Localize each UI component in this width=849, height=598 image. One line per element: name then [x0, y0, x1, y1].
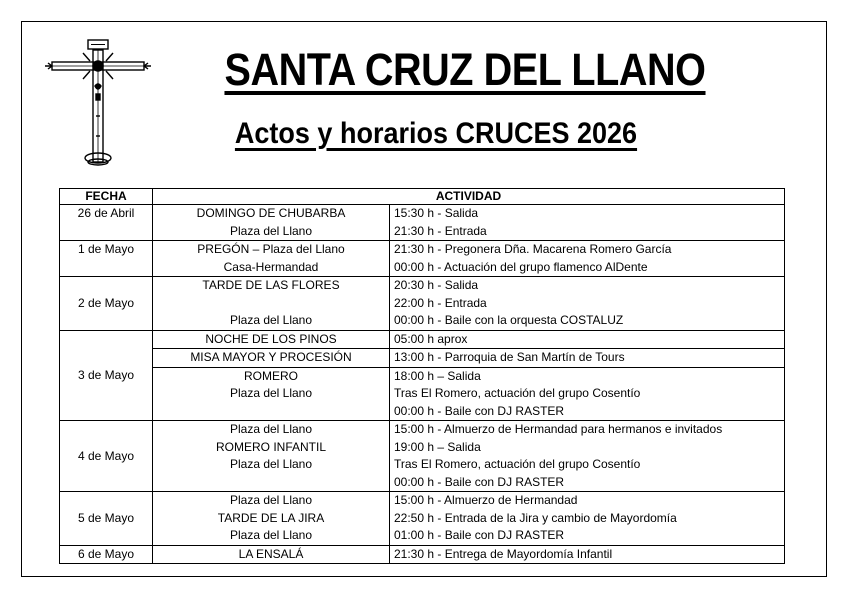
table-row: [60, 421, 785, 492]
horario-line: 00:00 h - Baile con la orquesta COSTALUZ: [394, 313, 624, 327]
fecha-cell: 6 de Mayo: [60, 545, 153, 564]
horario-cell: [390, 349, 785, 368]
acto-line: TARDE DE LA JIRA: [217, 510, 325, 525]
horario-line: 19:00 h – Salida: [394, 439, 481, 454]
acto-line: NOCHE DE LOS PINOS: [205, 331, 337, 346]
page-title: SANTA CRUZ DEL LLANO: [224, 44, 706, 95]
horario-line: 21:30 h - Entrega de Mayordomía Infantil: [394, 546, 613, 561]
horario-cell: [390, 367, 785, 421]
acto-line: Plaza del Llano: [229, 493, 313, 507]
horario-line: 00:00 h - Baile con DJ RASTER: [394, 474, 565, 489]
horario-line: 18:00 h – Salida: [394, 368, 481, 383]
acto-line: [157, 295, 385, 313]
fecha-cell: 2 de Mayo: [60, 277, 153, 331]
cross-emblem-icon: [42, 36, 152, 172]
fecha-cell: 3 de Mayo: [60, 330, 153, 421]
acto-line: DOMINGO DE CHUBARBA: [196, 206, 346, 220]
acto-cell: [153, 545, 390, 564]
acto-line: Plaza del Llano: [229, 313, 313, 327]
horario-line: 15:00 h - Almuerzo de Hermandad para hermanos e invitados: [394, 422, 723, 436]
horario-line: 20:30 h - Salida: [394, 278, 479, 292]
horario-cell: [390, 205, 785, 241]
acto-line: ROMERO INFANTIL: [215, 439, 326, 454]
schedule-table: [59, 188, 785, 564]
table-row: [60, 545, 785, 564]
acto-line: Plaza del Llano: [229, 386, 313, 400]
acto-cell: [153, 492, 390, 546]
table-row: [60, 241, 785, 277]
schedule-body: [60, 205, 785, 564]
table-header-row: [60, 189, 785, 205]
table-row: [60, 367, 785, 421]
acto-line: [157, 403, 385, 421]
acto-line: Plaza del Llano: [229, 457, 313, 471]
fecha-cell: 26 de Abril: [60, 205, 153, 241]
column-header-actividad: ACTIVIDAD: [153, 189, 785, 205]
horario-line: 13:00 h - Parroquia de San Martín de Tours: [394, 350, 625, 364]
fecha-cell: 1 de Mayo: [60, 241, 153, 277]
table-row: [60, 205, 785, 241]
horario-line: 05:00 h aprox: [394, 331, 468, 346]
acto-line: ROMERO: [244, 368, 298, 383]
horario-line: 15:00 h - Almuerzo de Hermandad: [394, 493, 578, 507]
horario-cell: [390, 421, 785, 492]
horario-cell: [390, 330, 785, 349]
horario-line: 21:30 h - Pregonera Dña. Macarena Romero García: [394, 242, 672, 256]
table-row: [60, 492, 785, 546]
horario-line: 15:30 h - Salida: [394, 206, 479, 220]
acto-cell: [153, 349, 390, 368]
acto-line: MISA MAYOR Y PROCESIÓN: [190, 350, 352, 364]
acto-line: Plaza del Llano: [229, 528, 313, 542]
acto-cell: [153, 205, 390, 241]
acto-line: Plaza del Llano: [229, 422, 313, 436]
acto-line: [157, 474, 385, 492]
horario-line: 22:00 h - Entrada: [394, 295, 487, 310]
horario-line: Tras El Romero, actuación del grupo Cosentío: [394, 457, 641, 471]
acto-cell: [153, 277, 390, 331]
acto-line: Casa-Hermandad: [223, 259, 319, 274]
horario-line: 00:00 h - Baile con DJ RASTER: [394, 403, 565, 418]
horario-line: 22:50 h - Entrada de la Jira y cambio de Mayordomía: [394, 510, 677, 525]
acto-cell: [153, 330, 390, 349]
table-row: [60, 277, 785, 331]
acto-cell: [153, 241, 390, 277]
fecha-cell: 4 de Mayo: [60, 421, 153, 492]
acto-line: LA ENSALÁ: [238, 546, 304, 561]
horario-cell: [390, 277, 785, 331]
table-row: [60, 349, 785, 368]
horario-cell: [390, 492, 785, 546]
column-header-fecha: FECHA: [60, 189, 153, 205]
page-subtitle: Actos y horarios CRUCES 2026: [234, 117, 638, 150]
acto-line: PREGÓN – Plaza del Llano: [197, 242, 345, 256]
fecha-cell: 5 de Mayo: [60, 492, 153, 546]
horario-line: 00:00 h - Actuación del grupo flamenco AlDente: [394, 259, 648, 274]
horario-cell: [390, 545, 785, 564]
horario-line: 01:00 h - Baile con DJ RASTER: [394, 528, 565, 542]
acto-line: Plaza del Llano: [229, 223, 313, 238]
horario-line: 21:30 h - Entrada: [394, 223, 487, 238]
horario-cell: [390, 241, 785, 277]
acto-cell: [153, 367, 390, 421]
table-row: [60, 330, 785, 349]
horario-line: Tras El Romero, actuación del grupo Cosentío: [394, 386, 641, 400]
acto-line: TARDE DE LAS FLORES: [202, 278, 340, 292]
acto-cell: [153, 421, 390, 492]
